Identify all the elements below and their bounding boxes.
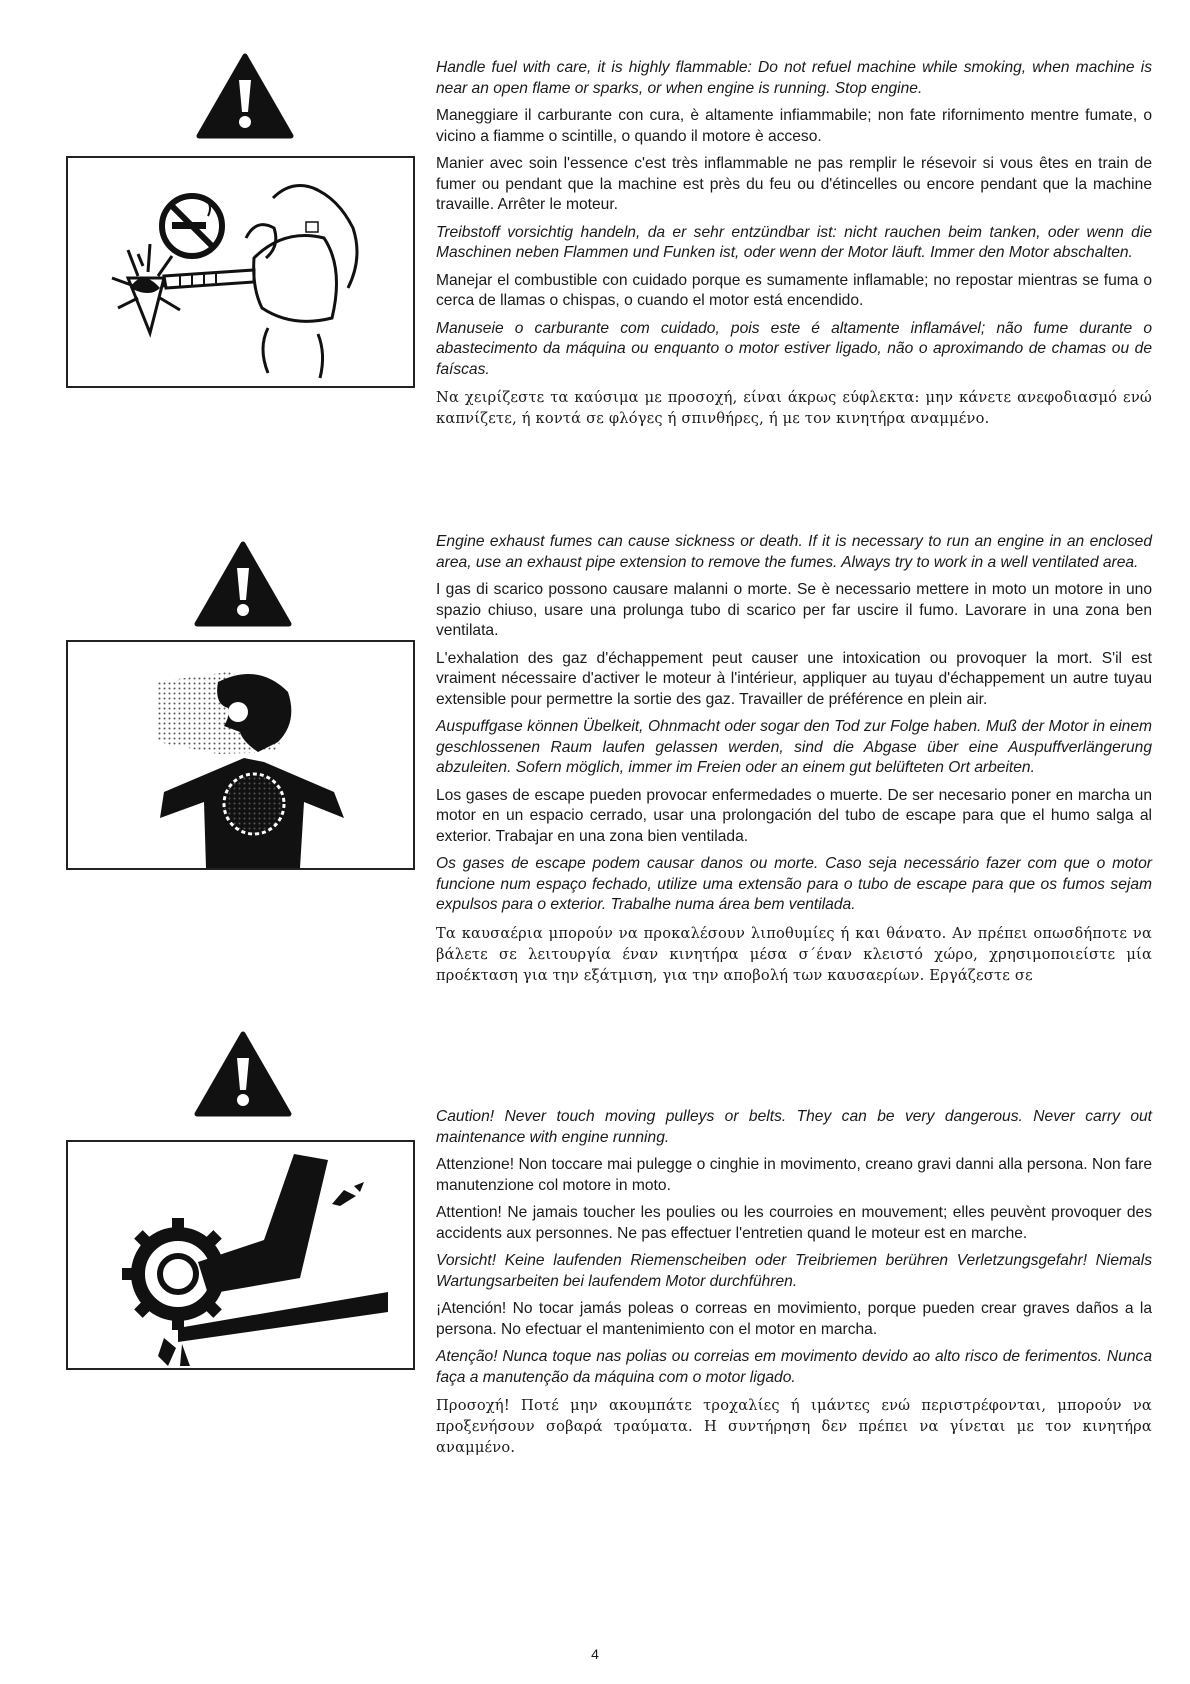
page-number: 4 <box>591 1646 599 1662</box>
belts-text-en: Caution! Never touch moving pulleys or belts. They can be very dangerous. Never carry out maintenance with engine running. <box>436 1108 1152 1146</box>
exhaust-text-en: Engine exhaust fumes can cause sickness or death. If it is necessary to run an engine in an enclosed area, use an exhaust pipe extension to remove the fumes. Always try to work in a well ventilated area. <box>436 533 1152 571</box>
exhaust-text-pt: Os gases de escape podem causar danos ou morte. Caso seja necessário fazer com que o motor funcione num espaço fechado, utilize uma extensão para o tubo de escape para que os fumos sejam expulsos para o exterior. Trabalhe numa área bem ventilada. <box>436 855 1152 913</box>
moving-belt-hand-icon <box>68 1142 413 1368</box>
warning-triangle-icon <box>196 52 294 140</box>
exhaust-text-el: Τα καυσαέρια μπορούν να προκαλέσουν λιποθυμίες ή και θάνατο. Αν πρέπει οπωσδήποτε να βάλετε σε λειτουργία έναν κινητήρα μέσα σ΄έναν κλειστό χώρο, χρησιμοποιείστε μία προέκταση για την εξάτμιση, για την αποβολή των καυσαερίων. Εργάζεστε σε <box>436 924 1152 984</box>
exhaust-fumes-icon <box>68 642 413 868</box>
exhaust-text-de: Auspuffgase können Übelkeit, Ohnmacht oder sogar den Tod zur Folge haben. Muß der Motor in einem geschlossenen Raum laufen gelassen werden, sind die Abgase über eine Auspuffverlängerung abzuleiten. Sofern möglich, immer im Freien oder an einem gut belüfteten Ort arbeiten. <box>436 718 1152 776</box>
belts-text-de: Vorsicht! Keine laufenden Riemenscheiben oder Treibriemen berühren Verletzungsgefahr! Niemals Wartungsarbeiten bei laufendem Motor durchführen. <box>436 1252 1152 1290</box>
fuel-text-el: Να χειρίζεστε τα καύσιμα με προσοχή, είναι άκρως εύφλεκτα: μην κάνετε ανεφοδιασμό ενώ καπνίζετε, ή κοντά σε φλόγες ή σπινθήρες, ή με τον κινητήρα αναμμένο. <box>436 389 1152 427</box>
no-smoking-refuel-icon <box>68 158 413 386</box>
belts-text-es: ¡Atención! No tocar jamás poleas o correas en movimiento, porque pueden crear graves daños a la persona. No efectuar el mantenimiento con el motor en marcha. <box>436 1300 1152 1338</box>
fuel-text-it: Maneggiare il carburante con cura, è altamente infiammabile; non fate rifornimento mentre fumate, o vicino a fiamme o scintille, o quando il motore è acceso. <box>436 107 1152 145</box>
fuel-text-de: Treibstoff vorsichtig handeln, da er sehr entzündbar ist: nicht rauchen beim tanken, oder wenn die Maschinen neben Flammen und Funken ist, oder wenn der Motor läuft. Immer den Motor abschalten. <box>436 223 1152 261</box>
belts-text-fr: Attention! Ne jamais toucher les poulies ou les courroies en mouvement; elles peuvènt provoquer des accidents aux personnes. Ne pas effectuer l'entretien quand le moteur est en marche. <box>436 1204 1152 1242</box>
exhaust-text-it: I gas di scarico possono causare malanni o morte. Se è necessario mettere in moto un motore in uno spazio chiuso, usare una prolunga tubo di scarico per far uscire il fumo. Lavorare in una zona ben ventilata. <box>436 581 1152 639</box>
fuel-text-block <box>436 58 1152 436</box>
exhaust-pictogram <box>66 640 415 870</box>
belts-text-pt: Atenção! Nunca toque nas polias ou correias em movimento devido ao alto risco de ferimentos. Nunca faça a manutenção da máquina com o motor ligado. <box>436 1348 1152 1386</box>
fuel-text-en: Handle fuel with care, it is highly flammable: Do not refuel machine while smoking, when machine is near an open flame or sparks, or when engine is running. Stop engine. <box>436 59 1152 97</box>
fuel-text-fr: Manier avec soin l'essence c'est très inflammable ne pas remplir le résevoir si vous êtes en train de fumer ou pendant que la machine est près du feu ou d'étincelles ou encore pendant que la machine travaille. Arrêter le moteur. <box>436 155 1152 213</box>
belts-text-el: Προσοχή! Ποτέ μην ακουμπάτε τροχαλίες ή ιμάντες ενώ περιστρέφονται, μπορούν να προξενήσουν σοβαρά τραύματα. Η συντήρηση δεν πρέπει να γίνεται με τον κινητήρα αναμμένο. <box>436 1397 1152 1456</box>
exhaust-text-block <box>436 532 1152 993</box>
belts-text-block <box>436 1107 1152 1465</box>
warning-triangle-icon <box>194 540 292 628</box>
exhaust-text-fr: L'exhalation des gaz d'échappement peut causer une intoxication ou provoquer la mort. S'il est vraiment nécessaire d'activer le moteur à l'intérieur, appliquer au tuyau d'échappement un autre tuyau extensible pour permettre la sortie des gaz. Travailler de préférence en plein air. <box>436 649 1152 708</box>
warning-triangle-icon <box>194 1030 292 1118</box>
belts-text-it: Attenzione! Non toccare mai pulegge o cinghie in movimento, creano gravi danni alla persona. Non fare manutenzione col motore in moto. <box>436 1156 1152 1194</box>
fuel-text-es: Manejar el combustible con cuidado porque es sumamente inflamable; no repostar mientras se fuma o cerca de llamas o chispas, o cuando el motor está encendido. <box>436 271 1152 309</box>
exhaust-text-es: Los gases de escape pueden provocar enfermedades o muerte. De ser necesario poner en marcha un motor en un espacio cerrado, usar una prolongación del tubo de escape para que el humo salga al exterior. Trabajar en una zona bien ventilada. <box>436 786 1152 845</box>
belts-pictogram <box>66 1140 415 1370</box>
fuel-text-pt: Manuseie o carburante com cuidado, pois este é altamente inflamável; não fume durante o abastecimento da máquina ou enquanto o motor estiver ligado, não o aproximando de chamas ou de faíscas. <box>436 319 1152 378</box>
fuel-pictogram <box>66 156 415 388</box>
